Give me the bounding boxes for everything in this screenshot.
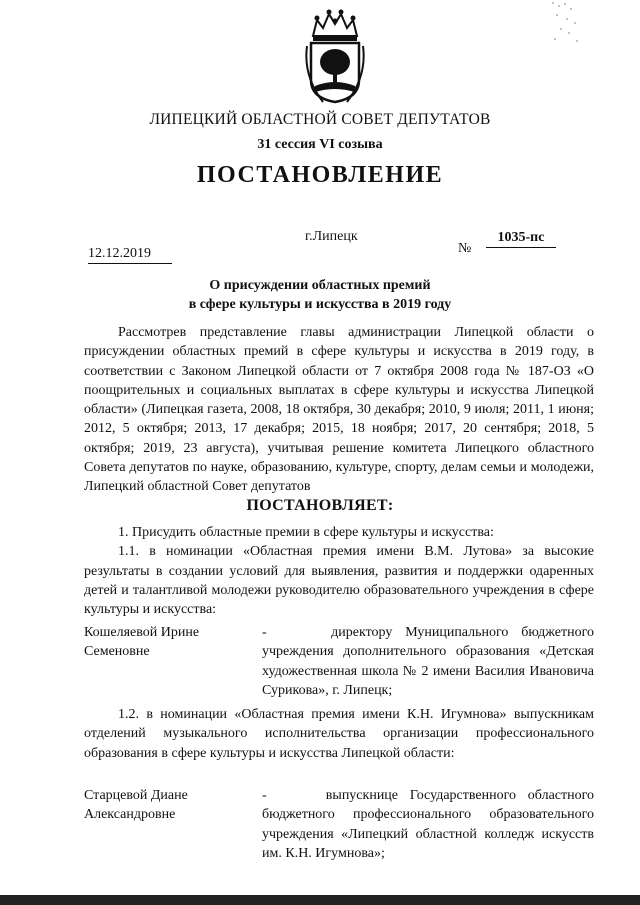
awardee-2 — [84, 786, 594, 866]
document-number: 1035-пс — [486, 229, 556, 248]
awardee-1-description-text: директору Муниципального бюджетного учреждения дополнительного образования «Детская художественная школа № 2 имени Василия Ивановича Сурикова», г. Липецк; — [262, 625, 594, 698]
awardee-2-name-line-2: Александровне — [84, 807, 176, 823]
awardee-2-description-text: выпускнице Государственного областного бюджетного профессионального образовательного учреждения «Липецкий областной колледж искусств им. К.Н. Игумнова»; — [262, 788, 594, 861]
lipetsk-coat-of-arms-icon — [303, 6, 367, 104]
awardee-1 — [84, 623, 594, 703]
subject-line-1: О присуждении областных премий — [209, 278, 431, 293]
item-1: 1. Присудить областные премии в сфере культуры и искусства: — [118, 525, 494, 540]
resolution-items — [84, 523, 594, 619]
awardee-1-dash: - — [262, 625, 267, 640]
document-subject — [0, 276, 640, 314]
session-label: 31 сессия VI созыва — [257, 137, 383, 152]
subject-line-2: в сфере культуры и искусства в 2019 году — [188, 297, 452, 312]
awardee-2-dash: - — [262, 788, 267, 803]
awardee-1-name-line-1: Кошеляевой Ирине — [84, 625, 200, 640]
number-sign: № — [458, 241, 472, 256]
council-name: ЛИПЕЦКИЙ ОБЛАСТНОЙ СОВЕТ ДЕПУТАТОВ — [149, 111, 491, 128]
document-title: ПОСТАНОВЛЕНИЕ — [196, 162, 444, 188]
scan-artifact — [548, 0, 584, 48]
item-1-1: 1.1. в номинации «Областная премия имени В.М. Лутова» за высокие результаты в создании условий для выявления, развития и поддержки одаренных детей и талантливой молодежи руководителю образовательного учреждения в сфере культуры и искусства: — [84, 544, 594, 618]
awardee-1-name — [84, 623, 254, 662]
document-city: г.Липецк — [305, 229, 358, 244]
preamble-paragraph: Рассмотрев представление главы администрации Липецкой области о присуждении областных премий в сфере культуры и искусства в 2019 году, в соответствии с Законом Липецкой области от 7 октября 2008 года № 187-ОЗ «О поощрительных и социальных выплатах в сфере культуры и искусства Липецкой области» (Липецкая газета, 2008, 18 октября, 30 декабря; 2010, 9 июля; 2011, 1 июня; 2012, 5 октября; 2013, 17 декабря; 2015, 18 ноября; 2017, 20 сентября; 2018, 5 октября; 2019, 23 августа), учитывая решение комитета Липецкого областного Совета депутатов по науке, образованию, культуре, спорту, делам семьи и молодежи, Липецкий областной Совет депутатов — [84, 325, 594, 495]
awardee-2-name — [84, 786, 254, 825]
awardee-1-description — [262, 623, 594, 700]
document-date: 12.12.2019 — [88, 245, 172, 264]
awardee-2-description — [262, 786, 594, 863]
awardee-1-name-line-2: Семеновне — [84, 644, 150, 660]
resolves-heading: ПОСТАНОВЛЯЕТ: — [246, 497, 394, 514]
awardee-2-name-line-1: Старцевой Диане — [84, 788, 188, 803]
scan-bottom-edge — [0, 895, 640, 905]
item-1-2: 1.2. в номинации «Областная премия имени К.Н. Игумнова» выпускникам отделений музыкального исполнительства организации профессионального образования в сфере культуры и искусства Липецкой области: — [84, 707, 594, 761]
